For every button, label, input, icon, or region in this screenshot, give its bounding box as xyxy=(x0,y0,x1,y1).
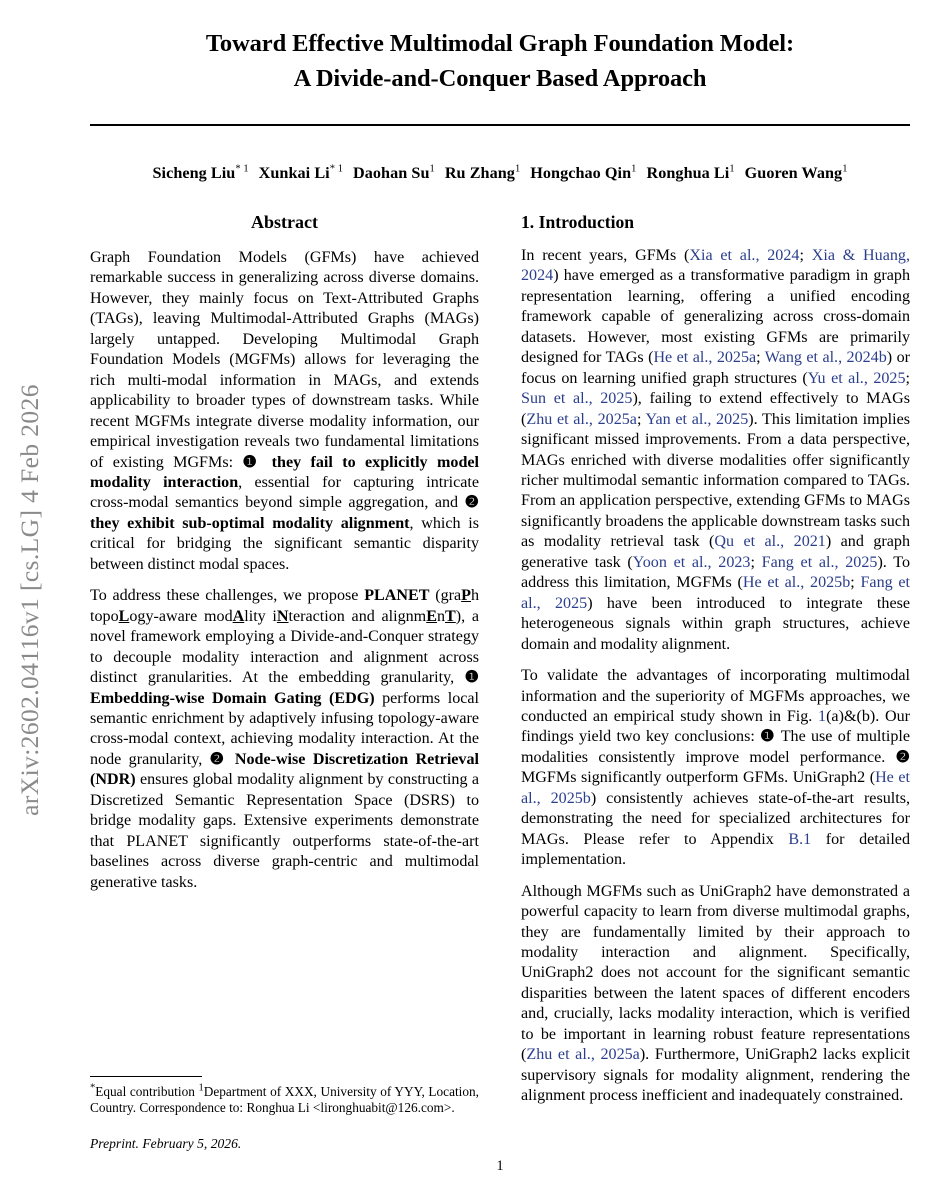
abstract-heading: Abstract xyxy=(251,212,318,232)
bullet-1-icon: ❶ xyxy=(760,728,776,746)
author-1: Sicheng Liu$^{* 1}$ xyxy=(152,163,249,182)
citation-link[interactable]: Zhu et al., 2025a xyxy=(526,410,637,428)
preprint-line: Preprint. February 5, 2026. xyxy=(90,1136,242,1151)
right-column xyxy=(521,212,910,1152)
footnote-text: *Equal contribution $^1$Department of XXX, University of YYY, Location, Country. Correspondence to: Ronghua Li <lironghuabit@126.com>. xyxy=(90,1082,479,1116)
intro-paragraph-3: Although MGFMs such as UniGraph2 have demonstrated a powerful capacity to learn from diverse multimodal graphs, they are fundamentally limited by their approach to modality interaction and alignment. Specifically, UniGraph2 does not account for the significant semantic disparities between the latent spaces of different encoders and, crucially, lacks modality interaction, which is verified to be important in learning robust feature representations (Zhu et al., 2025a). Furthermore, UniGraph2 lacks explicit supervisory signals for modality alignment, rendering the alignment process inefficient and inadequately constrained. xyxy=(521,882,910,1105)
introduction-heading: 1. Introduction xyxy=(521,212,635,232)
citation-link[interactable]: Sun et al., 2025 xyxy=(521,390,633,408)
intro-paragraph-2: To validate the advantages of incorporating multimodal information and the superiority of MGFMs approaches, we conducted an empirical study shown in Fig. 1(a)&(b). Our findings yield two key conclusions: ❶ The use of multiple modalities consistently improve model performance. ❷ MGFMs significantly outperform GFMs. UniGraph2 (He et al., 2025b) consistently achieves state-of-the-art results, demonstrating the need for specialized architectures for MAGs. Please refer to Appendix B.1 for detailed implementation. xyxy=(521,667,911,869)
bullet-2-icon: ❷ xyxy=(464,494,479,512)
planet-acronym: PLANET xyxy=(364,587,430,605)
bullet-2-icon: ❷ xyxy=(209,750,228,768)
footnote-area xyxy=(90,1076,479,1152)
citation-link[interactable]: Yoon et al., 2023 xyxy=(632,553,751,571)
author-4: Ru Zhang$^1$ xyxy=(444,163,521,182)
footnote-affiliation-mark: 1 xyxy=(198,1082,204,1094)
citation-link[interactable]: He et al., 2025b xyxy=(521,769,911,807)
title-block xyxy=(90,0,910,96)
author-4-marks: 1 xyxy=(514,163,521,175)
header-rule xyxy=(90,124,910,126)
bullet-1-icon: ❶ xyxy=(242,453,263,471)
citation-link[interactable]: Xia et al., 2024 xyxy=(689,247,800,264)
author-6: Ronghua Li$^1$ xyxy=(646,163,735,182)
author-7: Guoren Wang$^1$ xyxy=(744,163,848,182)
two-column-body xyxy=(90,212,910,1152)
citation-link[interactable]: Wang et al., 2024b xyxy=(764,349,887,367)
page-number: 1 xyxy=(496,1158,504,1174)
arxiv-stamp xyxy=(0,0,60,1200)
author-list xyxy=(90,164,910,183)
citation-link[interactable]: Yu et al., 2025 xyxy=(807,369,906,387)
author-3-marks: 1 xyxy=(429,163,435,175)
citation-link[interactable]: He et al., 2025b xyxy=(742,574,851,592)
bullet-1-icon: ❶ xyxy=(464,669,479,687)
author-3: Daohan Su$^1$ xyxy=(353,163,435,182)
citation-link[interactable]: Xia & Huang, 2024 xyxy=(521,247,910,285)
abstract-paragraph-2: To address these challenges, we propose PLANET (graPh topoLogy-aware modAlity iNteraction and alignmEnT), a novel framework employing a Divide-and-Conquer strategy to decouple modality interaction and alignment across distinct granularities. At the embedding granularity, ❶ Embedding-wise Domain Gating (EDG) performs local semantic enrichment by adaptively infusing topology-aware cross-modal context, achieving modality interaction. At the node granularity, ❷ Node-wise Discretization Retrieval (NDR) ensures global modality alignment by constructing a Discretized Semantic Representation Space (DSRS) to bridge modality gaps. Extensive experiments demonstrate that PLANET significantly outperforms state-of-the-art baselines across diverse graph-centric and multimodal generative tasks. xyxy=(90,587,480,891)
figure-reference-link[interactable]: 1 xyxy=(818,707,827,725)
citation-link[interactable]: Zhu et al., 2025a xyxy=(526,1046,640,1064)
page-title-line-1: Toward Effective Multimodal Graph Foundation Model: xyxy=(205,30,795,57)
author-6-marks: 1 xyxy=(729,163,735,175)
intro-paragraph-1: In recent years, GFMs (Xia et al., 2024; Xia & Huang, 2024) have emerged as a transformative paradigm in graph representation learning, offering a unified encoding framework capable of generalizing across cross-domain datasets. However, most existing GFMs are primarily designed for TAGs (He et al., 2025a; Wang et al., 2024b) or focus on learning unified graph structures (Yu et al., 2025; Sun et al., 2025), failing to extend effectively to MAGs (Zhu et al., 2025a; Yan et al., 2025). This limitation implies significant missed improvements. From a data perspective, MAGs enriched with diverse modalities offer significantly richer multimodal semantic information compared to TAGs. From an application perspective, extending GFMs to MAGs significantly broadens the applicable downstream tasks such as modality retrieval task (Qu et al., 2021) and graph generative task (Yoon et al., 2023; Fang et al., 2025). To address this limitation, MGFMs (He et al., 2025b; Fang et al., 2025) have been introduced to integrate these heterogeneous signals within graph structures, achieve domain and modality alignment. xyxy=(521,247,911,653)
author-7-marks: 1 xyxy=(842,163,848,175)
citation-link[interactable]: He et al., 2025a xyxy=(653,349,757,367)
arxiv-stamp-text: arXiv:2602.04116v1 [cs.LG] 4 Feb 2026 xyxy=(15,384,44,816)
author-2: Xunkai Li$^{* 1}$ xyxy=(258,163,344,182)
left-column xyxy=(90,212,479,1152)
citation-link[interactable]: Fang et al., 2025 xyxy=(521,574,910,612)
appendix-reference-link[interactable]: B.1 xyxy=(788,830,812,848)
author-5: Hongchao Qin$^1$ xyxy=(530,163,637,182)
author-5-marks: 1 xyxy=(631,163,637,175)
bullet-2-icon: ❷ xyxy=(895,748,910,766)
citation-link[interactable]: Fang et al., 2025 xyxy=(761,553,878,571)
citation-link[interactable]: Yan et al., 2025 xyxy=(645,410,749,428)
footnote-star: * xyxy=(90,1082,96,1094)
footnote-rule xyxy=(90,1076,202,1077)
author-2-marks: * 1 xyxy=(329,163,344,175)
citation-link[interactable]: Qu et al., 2021 xyxy=(714,533,826,551)
author-1-marks: * 1 xyxy=(235,163,249,175)
page-title-line-2: A Divide-and-Conquer Based Approach xyxy=(293,65,707,92)
abstract-paragraph-1: Graph Foundation Models (GFMs) have achieved remarkable success in generalizing across diverse domains. However, they mainly focus on Text-Attributed Graphs (TAGs), leaving Multimodal-Attributed Graphs (MAGs) largely untapped. Developing Multimodal Graph Foundation Models (MGFMs) allows for leveraging the rich multi-modal information in MAGs, and extends applicability to broader types of downstream tasks. While recent MGFMs integrate diverse modality information, our empirical investigation reveals two fundamental limitations of existing MGFMs: ❶ they fail to explicitly model modality interaction, essential for capturing intricate cross-modal semantics beyond simple aggregation, and ❷ they exhibit sub-optimal modality alignment, which is critical for bridging the significant semantic disparity between distinct modal spaces. xyxy=(90,249,480,573)
paper-page xyxy=(90,0,910,1200)
